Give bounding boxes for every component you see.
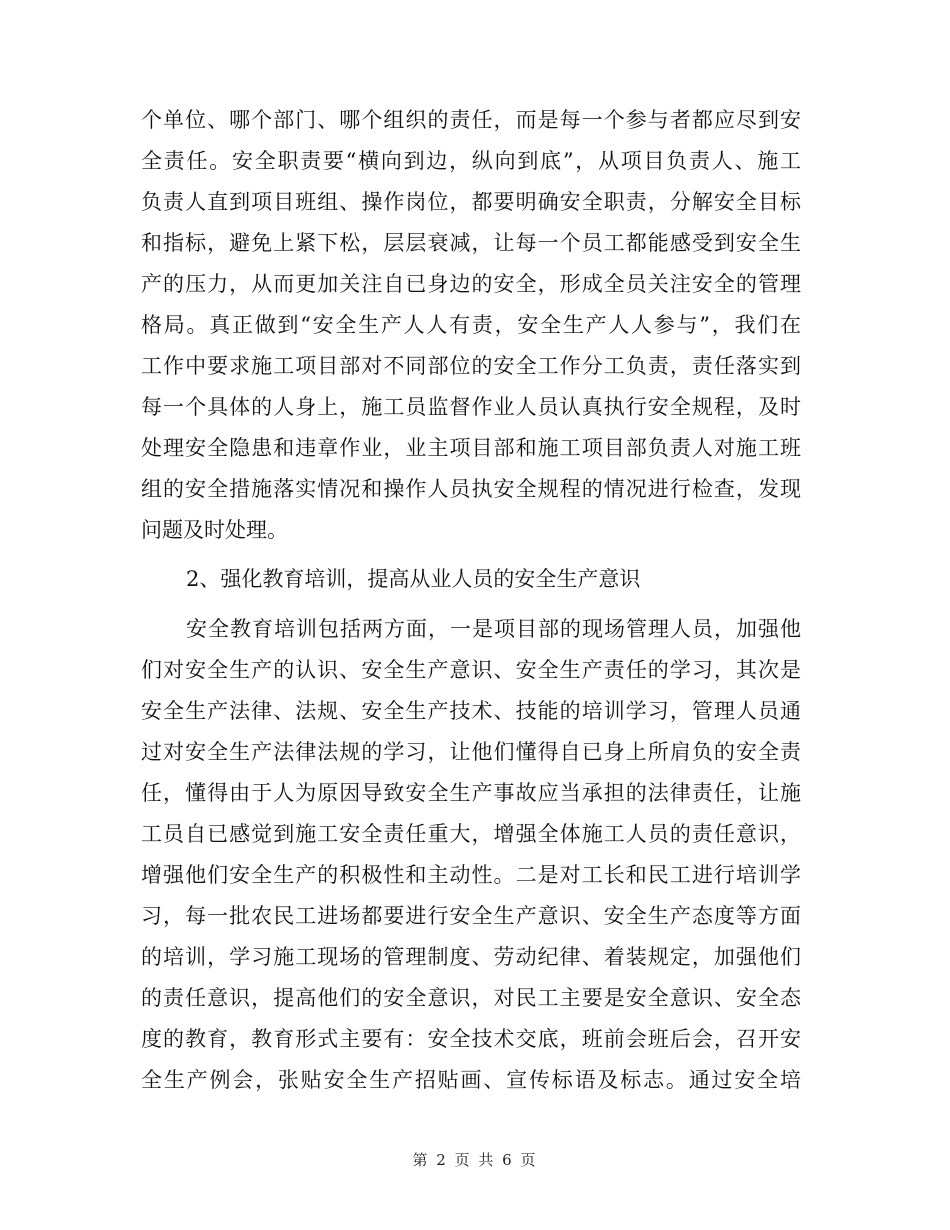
body-text-line: 产的压力，从而更加关注自已身边的安全，形成全员关注安全的管理 — [141, 272, 801, 296]
body-text-line: 处理安全隐患和违章作业，业主项目部和施工项目部负责人对施工班 — [141, 436, 801, 460]
body-text-line: 们对安全生产的认识、安全生产意识、安全生产责任的学习，其次是 — [141, 658, 801, 682]
body-text-line: 全生产例会，张贴安全生产招贴画、宣传标语及标志。通过安全培 — [141, 1068, 801, 1092]
body-text-line: 和指标，避免上紧下松，层层衰减，让每一个员工都能感受到安全生 — [141, 231, 801, 255]
body-text-line: 任，懂得由于人为原因导致安全生产事故应当承担的法律责任，让施 — [141, 781, 801, 805]
body-text-line: 个单位、哪个部门、哪个组织的责任，而是每一个参与者都应尽到安 — [141, 108, 801, 132]
body-text-line: 增强他们安全生产的积极性和主动性。二是对工长和民工进行培训学 — [141, 863, 801, 887]
section-heading: 2、强化教育培训，提高从业人员的安全生产意识 — [186, 567, 641, 591]
body-text-line: 安全教育培训包括两方面，一是项目部的现场管理人员，加强他 — [186, 617, 801, 641]
body-text-line: 工员自已感觉到施工安全责任重大，增强全体施工人员的责任意识， — [141, 822, 801, 846]
body-text-line: 习，每一批农民工进场都要进行安全生产意识、安全生产态度等方面 — [141, 904, 801, 928]
body-text-line: 安全生产法律、法规、安全生产技术、技能的培训学习，管理人员通 — [141, 699, 801, 723]
body-text-line: 格局。真正做到“安全生产人人有责，安全生产人人参与”，我们在 — [141, 313, 801, 337]
body-text-line: 问题及时处理。 — [141, 518, 288, 542]
body-text-line: 的责任意识，提高他们的安全意识，对民工主要是安全意识、安全态 — [141, 986, 801, 1010]
body-text-line: 过对安全生产法律法规的学习，让他们懂得自已身上所肩负的安全责 — [141, 740, 801, 764]
body-text-line: 全责任。安全职责要“横向到边，纵向到底”，从项目负责人、施工 — [141, 149, 801, 173]
body-text-line: 工作中要求施工项目部对不同部位的安全工作分工负责，责任落实到 — [141, 354, 801, 378]
body-text-line: 度的教育，教育形式主要有：安全技术交底，班前会班后会，召开安 — [141, 1027, 801, 1051]
body-text-line: 的培训，学习施工现场的管理制度、劳动纪律、着装规定，加强他们 — [141, 945, 801, 969]
body-text-line: 每一个具体的人身上，施工员监督作业人员认真执行安全规程，及时 — [141, 395, 801, 419]
body-text-line: 组的安全措施落实情况和操作人员执安全规程的情况进行检查，发现 — [141, 477, 801, 501]
page-number-footer: 第 2 页 共 6 页 — [412, 1151, 538, 1169]
body-text-line: 负责人直到项目班组、操作岗位，都要明确安全职责，分解安全目标 — [141, 190, 801, 214]
